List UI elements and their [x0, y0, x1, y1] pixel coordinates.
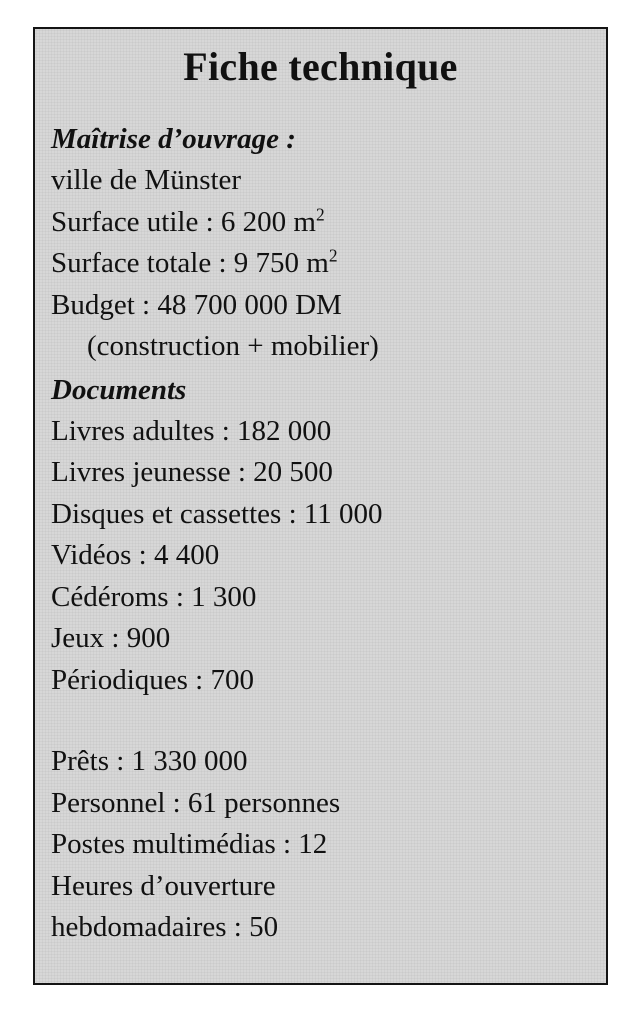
- sheet-content: [51, 119, 596, 949]
- documents-item: Cédéroms : 1 300: [51, 580, 257, 613]
- fact-sheet-box: [33, 27, 608, 985]
- documents-item: Périodiques : 700: [51, 663, 254, 696]
- surface-totale: Surface totale : 9 750 $m^2$: [51, 245, 338, 279]
- stats-item: Personnel : 61 personnes: [51, 786, 341, 819]
- stats-item: Heures d’ouverture: [51, 869, 276, 902]
- budget: Budget : 48 700 000 DM: [51, 288, 342, 321]
- stats-item: Prêts : 1 330 000: [51, 745, 248, 777]
- budget-note: (construction + mobilier): [87, 330, 379, 362]
- documents-item: Livres adultes : 182 000: [51, 414, 332, 447]
- documents-item: Livres jeunesse : 20 500: [51, 456, 333, 488]
- sheet-title: Fiche technique: [183, 44, 458, 89]
- surface-utile: Surface utile : 6 200 $m^2$: [51, 203, 325, 238]
- documents-heading: Documents: [51, 373, 187, 406]
- stats-item: Postes multimédias : 12: [51, 828, 328, 860]
- project-owner-heading: Maîtrise d’ouvrage :: [51, 123, 296, 155]
- documents-item: Vidéos : 4 400: [51, 539, 220, 571]
- documents-item: Jeux : 900: [51, 622, 171, 654]
- stats-item: hebdomadaires : 50: [51, 911, 279, 943]
- project-owner: ville de Münster: [51, 164, 242, 196]
- documents-item: Disques et cassettes : 11 000: [51, 497, 383, 530]
